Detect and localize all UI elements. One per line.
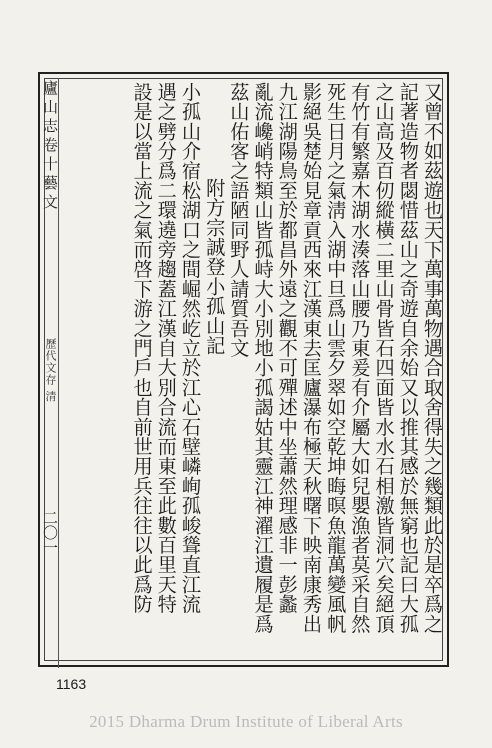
text-column: 有竹有繁嘉木湖水湊落山腰乃東爰有介屬大如兒嬰漁者莫采自然 [348,82,372,634]
text-column: 死生日月之氣淸入湖中旦爲山雲夕翠如空乾坤晦暝魚龍萬變風帆 [324,82,348,634]
text-column: 遇之劈分爲二環遶旁趨蓋江漢自大別合流而東至此數百里天特 [154,82,178,614]
text-column: 設是以當上流之氣而啓下游之門戶也自前世用兵往往以此爲防 [130,82,154,614]
margin-subtitle: 歷代文存 清 [44,338,57,403]
margin-title: 廬山志卷十藝文 [41,80,59,213]
text-column: 九江湖陽鳥至於都昌外遠之觀不可殫述中坐蕭然理感非一彭蠡 [275,82,299,614]
text-column: 亂流巉峭特類山皆孤峙大小別地小孤謁姑其靈江神濯江遺履是爲 [251,82,275,634]
text-column: 小孤山介宿松湖口之間崛然屹立於江心石壁嶙峋孤峻聳直江流 [178,82,202,614]
page-number: 1163 [56,676,87,692]
text-column: 記著造物者閟惜茲山之奇遊自余始又以推其感於無窮也記曰大孤 [396,82,420,634]
text-body [56,82,444,660]
text-column: 之山高及百仞縱橫二里山骨皆石四面皆水水石相激皆洞穴矣絕頂 [372,82,396,634]
watermark-footer: 2015 Dharma Drum Institute of Liberal Arts [89,712,403,731]
section-title: 附方宗誠登小孤山記 [203,178,227,356]
margin-page-mark: 二〇一 [41,510,59,555]
text-column: 又曾不如茲遊也天下萬事萬物遇合取舍得失之幾類此於是卒爲之 [421,82,444,634]
text-column: 茲山佑客之語陋同野人請質吾文 [227,82,251,358]
text-column: 影絕吳楚始見章貢西來江漢東去匡廬瀑布極天秋曙下映南康秀出 [299,82,323,634]
